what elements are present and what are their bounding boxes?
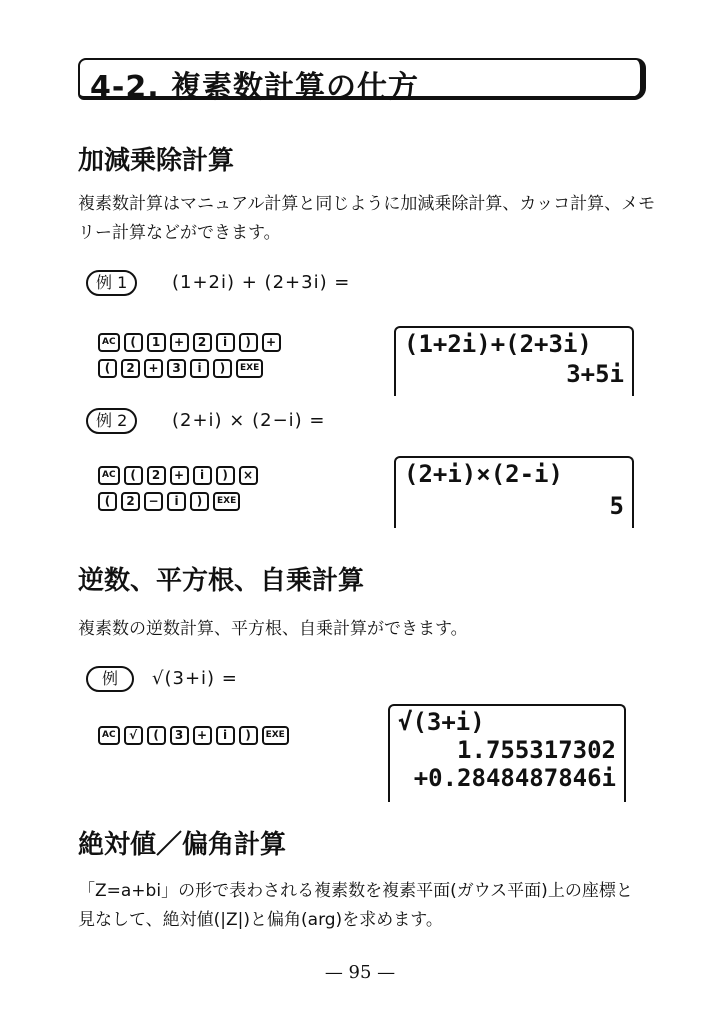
- calculator-key: 3: [167, 359, 186, 378]
- calculator-key: (: [147, 726, 166, 745]
- calculator-key: 2: [193, 333, 212, 352]
- key-sequence-3: [98, 726, 289, 752]
- calculator-display: [388, 704, 626, 802]
- calculator-key: EXE: [213, 492, 240, 511]
- calculator-key: AC: [98, 333, 120, 352]
- page-number: — 95 —: [324, 962, 396, 983]
- calculator-key: (: [98, 492, 117, 511]
- body-reciprocal-line1: 複素数の逆数計算、平方根、自乗計算ができます。: [78, 619, 468, 639]
- key-sequence-2: [98, 466, 258, 518]
- key-row: [98, 466, 258, 486]
- calculator-key: AC: [98, 466, 120, 485]
- display-result-imag: +0.2848487846i: [413, 764, 616, 792]
- calculator-display: [394, 326, 634, 396]
- calculator-key: +: [262, 333, 281, 352]
- body-absolute-line2: 見なして、絶対値(|Z|)と偏角(arg)を求めます。: [78, 910, 443, 930]
- display-input: √(3+i): [398, 708, 485, 736]
- display-input: (1+2i)+(2+3i): [404, 330, 592, 358]
- calculator-key: ): [239, 726, 258, 745]
- example-badge: 例 2: [86, 408, 137, 434]
- calculator-key: 2: [121, 492, 140, 511]
- display-result-real: 1.755317302: [457, 736, 616, 764]
- heading-arithmetic: 加減乗除計算: [78, 146, 235, 176]
- heading-absolute: 絶対値／偏角計算: [78, 830, 287, 860]
- calculator-key: ): [190, 492, 209, 511]
- calculator-key: +: [144, 359, 163, 378]
- calculator-key: −: [144, 492, 163, 511]
- calculator-key: ): [239, 333, 258, 352]
- calculator-key: (: [98, 359, 117, 378]
- example-expression: (1+2i) + (2+3i) =: [172, 272, 351, 293]
- calculator-key: i: [216, 726, 235, 745]
- key-row: [98, 359, 281, 379]
- example-badge: 例: [86, 666, 134, 692]
- calculator-key: +: [170, 466, 189, 485]
- calculator-key: i: [167, 492, 186, 511]
- display-result: 5: [609, 492, 624, 520]
- calculator-key: i: [216, 333, 235, 352]
- calculator-key: +: [170, 333, 189, 352]
- calculator-key: AC: [98, 726, 120, 745]
- section-title-box: [78, 58, 646, 105]
- example-expression: (2+i) × (2−i) =: [172, 410, 326, 431]
- display-input: (2+i)×(2-i): [404, 460, 563, 488]
- calculator-key: ): [213, 359, 232, 378]
- calculator-key: ): [216, 466, 235, 485]
- key-row: [98, 333, 281, 353]
- key-row: [98, 492, 258, 512]
- example-expression: √(3+i) =: [152, 668, 238, 689]
- calculator-display: [394, 456, 634, 528]
- key-row: [98, 726, 289, 746]
- calculator-key: ×: [239, 466, 258, 485]
- calculator-key: (: [124, 466, 143, 485]
- calculator-key: i: [193, 466, 212, 485]
- calculator-key: √: [124, 726, 143, 745]
- calculator-key: 3: [170, 726, 189, 745]
- calculator-key: EXE: [262, 726, 289, 745]
- section-title: 4-2. 複素数計算の仕方: [90, 70, 420, 105]
- body-absolute-line1: 「Z=a+bi」の形で表わされる複素数を複素平面(ガウス平面)上の座標と: [78, 881, 633, 901]
- body-arithmetic-line1: 複素数計算はマニュアル計算と同じように加減乗除計算、カッコ計算、メモ: [78, 194, 656, 214]
- calculator-key: EXE: [236, 359, 263, 378]
- calculator-key: +: [193, 726, 212, 745]
- key-sequence-1: [98, 333, 281, 385]
- calculator-key: (: [124, 333, 143, 352]
- heading-reciprocal: 逆数、平方根、自乗計算: [78, 566, 365, 596]
- calculator-key: 2: [147, 466, 166, 485]
- example-badge: 例 1: [86, 270, 137, 296]
- calculator-key: 2: [121, 359, 140, 378]
- calculator-key: 1: [147, 333, 166, 352]
- body-arithmetic-line2: リー計算などができます。: [78, 223, 281, 243]
- display-result: 3+5i: [566, 360, 624, 388]
- calculator-key: i: [190, 359, 209, 378]
